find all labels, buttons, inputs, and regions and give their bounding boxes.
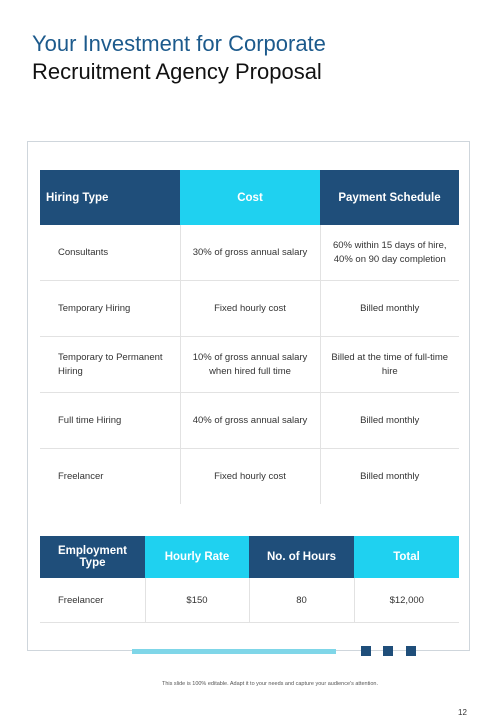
decorative-square: [406, 646, 416, 656]
header-total: Total: [354, 536, 459, 578]
page-number: 12: [458, 708, 467, 717]
cell-payment-schedule: Billed monthly: [320, 281, 459, 337]
title-line-2: Recruitment Agency Proposal: [32, 59, 322, 84]
header-payment-schedule: Payment Schedule: [320, 170, 459, 225]
header-cost: Cost: [180, 170, 320, 225]
hiring-type-table: [40, 170, 459, 504]
cell-employment-type: Freelancer: [40, 578, 145, 623]
table-header-row: [40, 170, 459, 225]
table-row: [40, 281, 459, 337]
cell-cost: Fixed hourly cost: [180, 449, 320, 505]
cell-hiring-type: Temporary Hiring: [40, 281, 180, 337]
header-no-of-hours: No. of Hours: [249, 536, 354, 578]
cell-hourly-rate: $150: [145, 578, 249, 623]
cell-hiring-type: Freelancer: [58, 470, 104, 482]
cell-cost: 10% of gross annual salary when hired full time: [180, 337, 320, 393]
cell-cost: 40% of gross annual salary: [180, 393, 320, 449]
cell-cost: Fixed hourly cost: [180, 281, 320, 337]
decorative-square: [383, 646, 393, 656]
cell-hiring-type: Consultants: [40, 225, 180, 281]
title-line-1: Your Investment for Corporate: [32, 31, 326, 56]
table-row: [40, 449, 459, 505]
table-row: [40, 225, 459, 281]
table-row: [40, 393, 459, 449]
footnote: This slide is 100% editable. Adapt it to your needs and capture your audience's attention.: [162, 681, 378, 687]
decorative-square: [361, 646, 371, 656]
header-employment-type: Employment Type: [40, 536, 145, 578]
cell-hiring-type: Full time Hiring: [40, 393, 180, 449]
header-hourly-rate: Hourly Rate: [145, 536, 249, 578]
page-title: [32, 30, 326, 86]
table-header-row: [40, 536, 459, 578]
cell-no-of-hours: 80: [249, 578, 354, 623]
cell-total: $12,000: [354, 578, 459, 623]
employment-type-table: [40, 536, 459, 623]
pricing-card: [27, 141, 470, 651]
header-hiring-type: Hiring Type: [40, 170, 180, 225]
accent-bar: [132, 649, 336, 654]
cell-payment-schedule: Billed monthly: [320, 393, 459, 449]
table-row: [40, 578, 459, 623]
table-row: [40, 337, 459, 393]
cell-hiring-type: Temporary to Permanent Hiring: [40, 337, 180, 393]
cell-cost: 30% of gross annual salary: [180, 225, 320, 281]
cell-payment-schedule: Billed monthly: [320, 449, 459, 505]
cell-payment-schedule: Billed at the time of full-time hire: [320, 337, 459, 393]
cell-payment-schedule: 60% within 15 days of hire, 40% on 90 day completion: [320, 225, 459, 281]
